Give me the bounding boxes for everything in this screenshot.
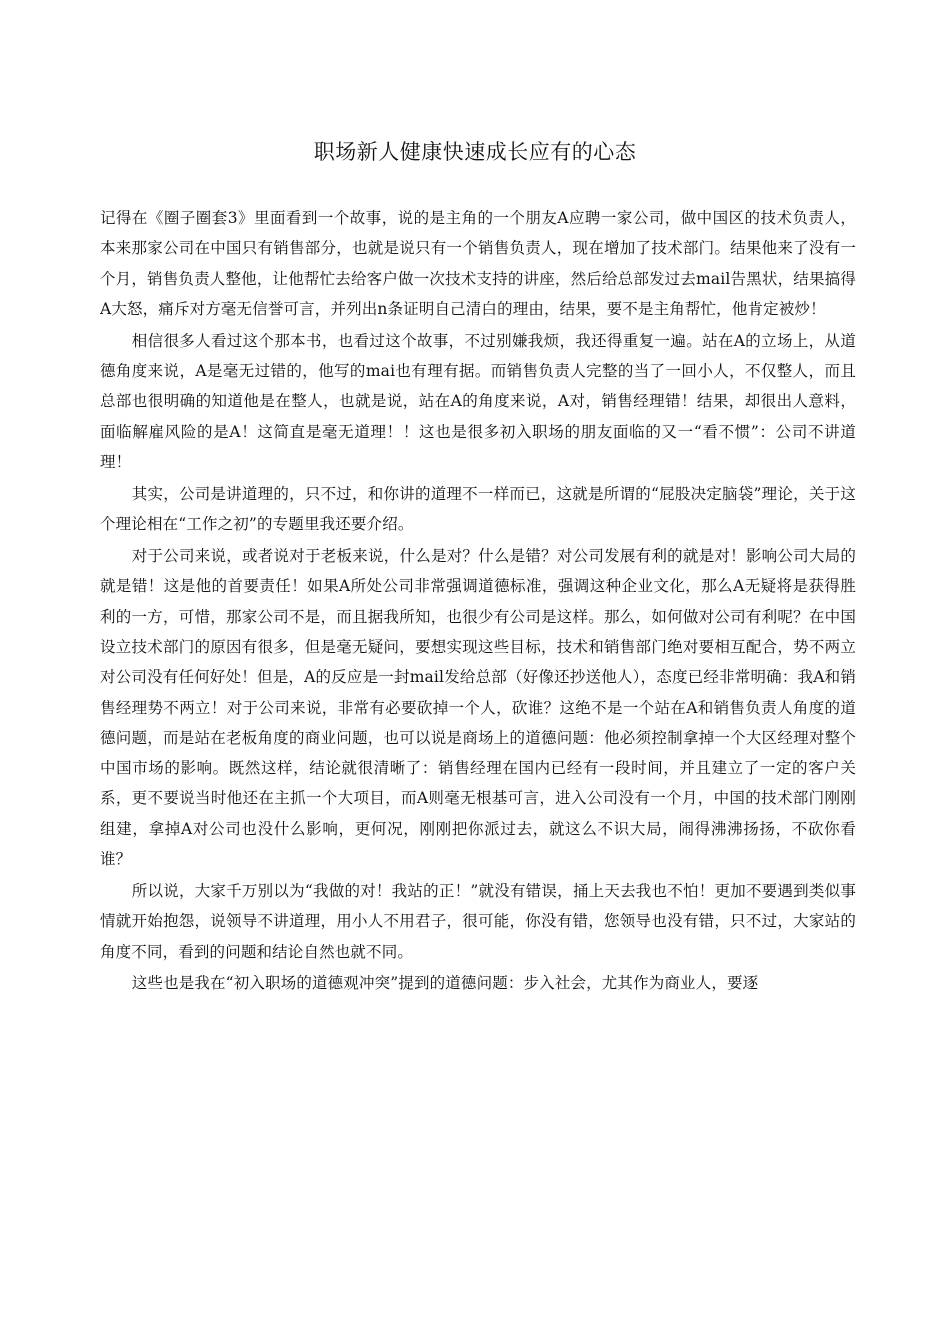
paragraph-5: 所以说，大家千万别以为“我做的对！我站的正！”就没有错误，捅上天去我也不怕！更加不要遇到类似事情就开始抱怨，说领导不讲道理，用小人不用君子，很可能，你没有错，您领导也没有错，只不过，大家站的角度不同，看到的问题和结论自然也就不同。: [100, 881, 856, 961]
paragraph-6: 这些也是我在“初入职场的道德观冲突”提到的道德问题：步入社会，尤其作为商业人，要逐: [131, 974, 759, 993]
paragraph-3: 其实，公司是讲道理的，只不过，和你讲的道理不一样而已，这就是所谓的“屁股决定脑袋”理论，关于这个理论相在“工作之初”的专题里我还要介绍。: [100, 484, 856, 534]
paragraph-1: 记得在《圈子圈套3》里面看到一个故事，说的是主角的一个朋友A应聘一家公司，做中国区的技术负责人，本来那家公司在中国只有销售部分，也就是说只有一个销售负责人，现在增加了技术部门。结果他来了没有一个月，销售负责人整他，让他帮忙去给客户做一次技术支持的讲座，然后给总部发过去mail告黑状，结果搞得A大怒，痛斥对方毫无信誉可言，并列出n条证明自己清白的理由，结果，要不是主角帮忙，他肯定被炒！: [100, 209, 856, 318]
document-title: 职场新人健康快速成长应有的心态: [313, 140, 637, 164]
document-body: [100, 203, 856, 999]
paragraph-4: 对于公司来说，或者说对于老板来说，什么是对？什么是错？对公司发展有利的就是对！影响公司大局的就是错！这是他的首要责任！如果A所处公司非常强调道德标准，强调这种企业文化，那么A无疑将是获得胜利的一方，可惜，那家公司不是，而且据我所知，也很少有公司是这样。那么，如何做对公司有利呢？在中国设立技术部门的原因有很多，但是毫无疑问，要想实现这些目标，技术和销售部门绝对要相互配合，势不两立对公司没有任何好处！但是，A的反应是一封mail发给总部（好像还抄送他人），态度已经非常明确：我A和销售经理势不两立！对于公司来说，非常有必要砍掉一个人，砍谁？这绝不是一个站在A和销售负责人角度的道德问题，而是站在老板角度的商业问题，也可以说是商场上的道德问题：他必须控制拿掉一个大区经理对整个中国市场的影响。既然这样，结论就很清晰了：销售经理在国内已经有一段时间，并且建立了一定的客户关系，更不要说当时他还在主抓一个大项目，而A则毫无根基可言，进入公司没有一个月，中国的技术部门刚刚组建，拿掉A对公司也没什么影响，更何况，刚刚把你派过去，就这么不识大局，闹得沸沸扬扬，不砍你看谁？: [100, 547, 856, 869]
paragraph-2: 相信很多人看过这个那本书，也看过这个故事，不过别嫌我烦，我还得重复一遍。站在A的立场上，从道德角度来说，A是毫无过错的，他写的mai也有理有据。而销售负责人完整的当了一回小人，不仅整人，而且总部也很明确的知道他是在整人，也就是说，站在A的角度来说，A对，销售经理错！结果，却很出人意料，面临解雇风险的是A！这简直是毫无道理！！这也是很多初入职场的朋友面临的又一“看不惯”：公司不讲道理！: [100, 331, 856, 471]
